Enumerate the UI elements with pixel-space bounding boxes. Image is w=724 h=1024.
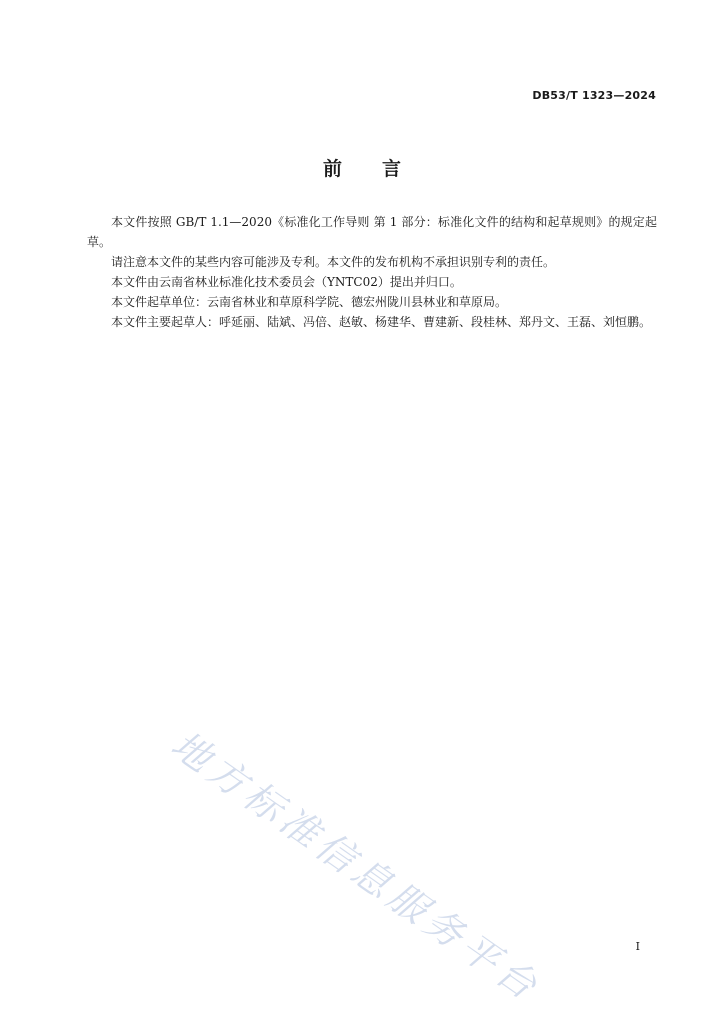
- foreword-body: [87, 212, 657, 332]
- document-code: DB53/T 1323—2024: [532, 89, 656, 102]
- page-title: [0, 154, 724, 181]
- title-char-1: 前: [322, 158, 342, 180]
- paragraph-patent-notice: 请注意本文件的某些内容可能涉及专利。本文件的发布机构不承担识别专利的责任。: [111, 255, 556, 269]
- paragraph-drafting-units: 本文件起草单位：云南省林业和草原科学院、德宏州陇川县林业和草原局。: [111, 295, 508, 309]
- paragraph-proposer: 本文件由云南省林业标准化技术委员会（YNTC02）提出并归口。: [111, 275, 462, 289]
- paragraph-drafters: 本文件主要起草人：呼延丽、陆斌、冯倍、赵敏、杨建华、曹建新、段桂林、郑丹文、王磊、刘恒鹏。: [111, 315, 652, 329]
- watermark: 地方标准信息服务平台: [163, 722, 550, 1011]
- paragraph-drafting-rules: 本文件按照 GB/T 1.1—2020《标准化工作导则 第 1 部分：标准化文件的结构和起草规则》的规定起草。: [87, 215, 657, 249]
- title-char-2: 言: [382, 158, 402, 180]
- page-number: I: [635, 940, 640, 953]
